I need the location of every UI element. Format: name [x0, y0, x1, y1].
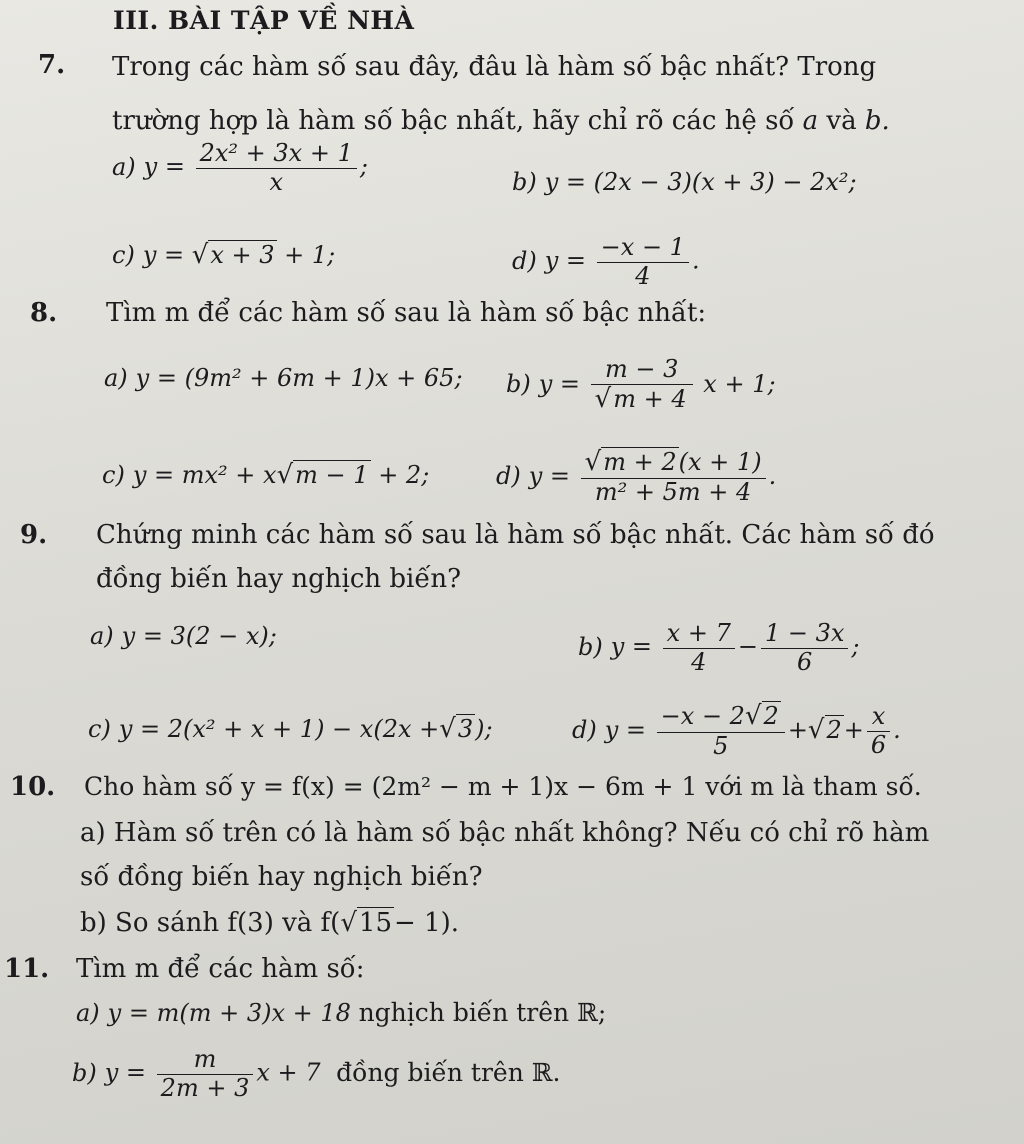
problem-8-number: 8. — [30, 298, 58, 328]
problem-7a: a) y = $\frac{\text{2x² + 3x + 1}}{x}$ ; — [112, 139, 368, 196]
problem-9-text-line-1: Chứng minh các hàm số sau là hàm số bậc nhất. Các hàm số đó — [96, 520, 935, 550]
problem-9d: d) y = $\frac{-x - 2√2}{5}$ +√2+ $\frac{x}{6}$ . — [572, 701, 901, 760]
square-root: √m − 1 — [276, 460, 369, 490]
square-root: √15 — [340, 908, 392, 938]
problem-11b: b) y = $\frac{m}{2m + 3}$ x + 7 đồng biến trên ℝ. — [72, 1045, 561, 1102]
problem-10a-line-1: a) Hàm số trên có là hàm số bậc nhất không? Nếu có chỉ rõ hàm — [80, 818, 930, 848]
problem-10a-line-2: số đồng biến hay nghịch biến? — [80, 862, 483, 892]
problem-9c: c) y = 2(x² + x + 1) − x(2x +√3); — [88, 714, 493, 744]
problem-9a: a) y = 3(2 − x); — [90, 622, 277, 650]
fraction: $\frac{\text{2x² + 3x + 1}}{x}$ — [196, 140, 357, 196]
problem-9-number: 9. — [20, 520, 48, 550]
fraction: $\frac{x}{6}$ — [867, 703, 890, 759]
problem-7-text-line-1: Trong các hàm số sau đây, đâu là hàm số bậc nhất? Trong — [112, 52, 877, 82]
section-heading: III. BÀI TẬP VỀ NHÀ — [113, 6, 415, 35]
square-root: √x + 3 — [191, 240, 275, 270]
problem-7-number: 7. — [38, 50, 66, 80]
problem-8c: c) y = mx² + x√m − 1 + 2; — [102, 460, 430, 490]
square-root: √3 — [439, 714, 474, 744]
problem-10b: b) So sánh f(3) và f(√15− 1). — [80, 908, 459, 938]
problem-11-text: Tìm m để các hàm số: — [76, 954, 365, 984]
fraction: $\frac{-x - 2√2}{5}$ — [657, 702, 785, 760]
fraction: $\frac{m - 3}{√m + 4}$ — [591, 356, 693, 414]
problem-8b: b) y = $\frac{m - 3}{√m + 4}$ x + 1; — [506, 355, 776, 414]
fraction: $\frac{√m + 2(x + 1)}{\text{m² + 5m + 4}}$ — [581, 448, 766, 506]
problem-8a: a) y = (9m² + 6m + 1)x + 65; — [104, 364, 463, 392]
problem-9-text-line-2: đồng biến hay nghịch biến? — [96, 564, 462, 594]
square-root: √2 — [807, 714, 842, 745]
problem-10-number: 10. — [10, 772, 56, 802]
problem-8d: d) y = $\frac{√m + 2(x + 1)}{\text{m² + 5m + 4}}$ . — [496, 447, 777, 506]
fraction: $\frac{x + 7}{4}$ — [663, 620, 735, 676]
problem-10-text: Cho hàm số y = f(x) = (2m² − m + 1)x − 6m + 1 với m là tham số. — [84, 772, 922, 801]
problem-8-text: Tìm m để các hàm số sau là hàm số bậc nhất: — [106, 298, 707, 328]
fraction: $\frac{-x - 1}{4}$ — [597, 234, 689, 290]
fraction: $\frac{1 - 3x}{6}$ — [761, 620, 848, 676]
fraction: $\frac{m}{2m + 3}$ — [157, 1046, 254, 1102]
problem-11-number: 11. — [4, 954, 50, 984]
problem-7-text-line-2: trường hợp là hàm số bậc nhất, hãy chỉ rõ các hệ số a và b. — [112, 106, 890, 136]
problem-7b: b) y = (2x − 3)(x + 3) − 2x²; — [512, 168, 857, 196]
problem-11a: a) y = m(m + 3)x + 18 nghịch biến trên ℝ; — [76, 998, 607, 1027]
problem-9b: b) y = $\frac{x + 7}{4}$ − $\frac{1 - 3x}{6}$ ; — [578, 619, 860, 676]
problem-7c: c) y = √x + 3 + 1; — [112, 240, 336, 270]
problem-7d: d) y = $\frac{-x - 1}{4}$ . — [512, 233, 700, 290]
